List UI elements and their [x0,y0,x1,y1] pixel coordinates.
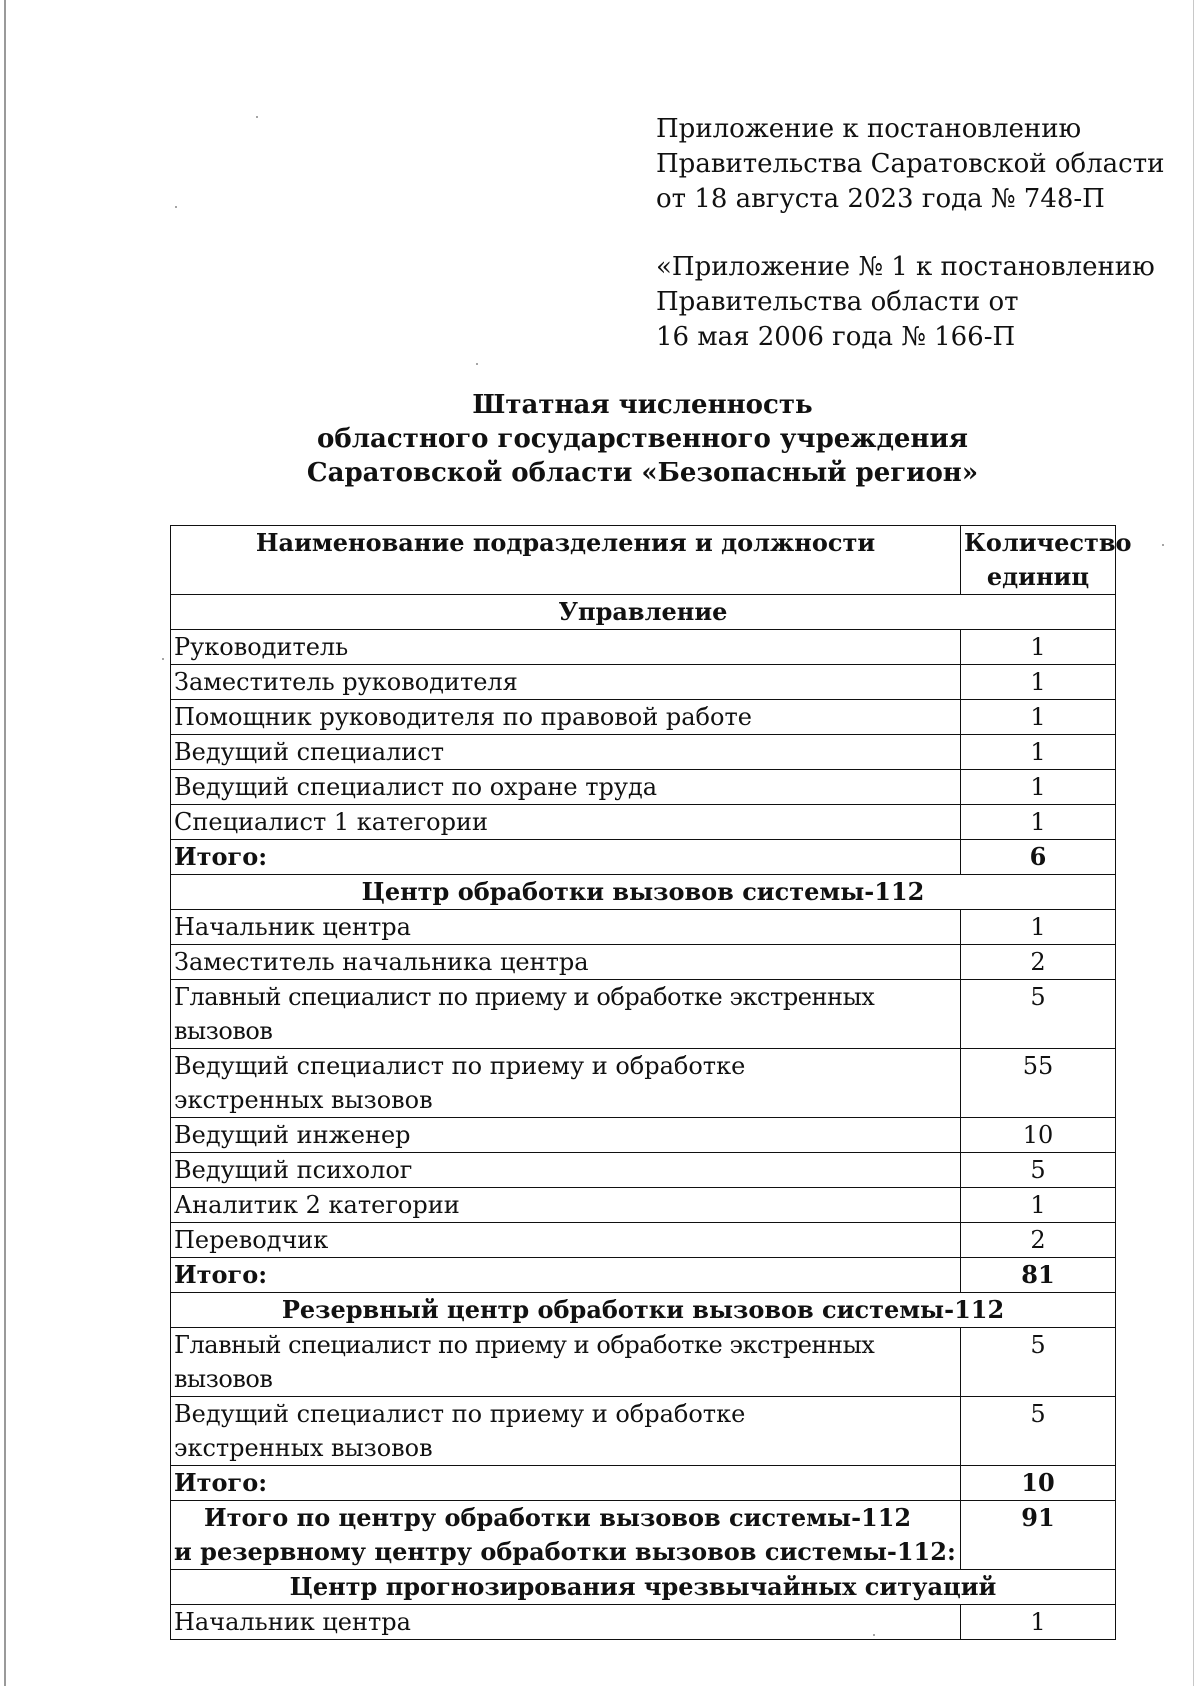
total-row [171,1258,1116,1293]
qty-cell: 5 [961,980,1116,1049]
table-row [171,910,1116,945]
table-row [171,1223,1116,1258]
total-value: 6 [961,840,1116,875]
position-cell: Переводчик [171,1223,961,1258]
title-line: Саратовской области «Безопасный регион» [306,458,979,488]
qty-cell: 1 [961,805,1116,840]
table-row [171,1049,1116,1118]
grand-total-row [171,1501,1116,1570]
qty-cell: 5 [961,1397,1116,1466]
column-header-name: Наименование подразделения и должности [171,526,961,595]
scan-speck [175,206,177,208]
total-row [171,1466,1116,1501]
title-line: Штатная численность [472,390,813,420]
qty-cell: 1 [961,1188,1116,1223]
qty-cell: 1 [961,735,1116,770]
qty-cell: 1 [961,910,1116,945]
qty-cell: 1 [961,630,1116,665]
table-header-row [171,526,1116,595]
section-title: Резервный центр обработки вызовов системы-112 [171,1293,1116,1328]
table-row [171,630,1116,665]
grand-total-label [171,1501,961,1570]
position-cell: Заместитель начальника центра [171,945,961,980]
table-row [171,980,1116,1049]
qty-cell: 1 [961,770,1116,805]
section-title: Управление [171,595,1116,630]
section-title: Центр обработки вызовов системы-112 [171,875,1116,910]
total-row [171,840,1116,875]
total-value: 81 [961,1258,1116,1293]
scan-edge-left [4,0,6,1686]
qty-cell: 2 [961,1223,1116,1258]
scan-speck [1162,544,1164,546]
position-cell: Начальник центра [171,910,961,945]
grand-total-line2: и резервному центру обработки вызовов системы-112: [174,1537,956,1566]
table-row [171,1605,1116,1640]
header-line: от 18 августа 2023 года № 748-П [656,184,1105,214]
scan-edge-right [1193,0,1194,1686]
table-row [171,1188,1116,1223]
position-cell: Ведущий специалист по охране труда [171,770,961,805]
table-row [171,1328,1116,1397]
document-title [170,388,1115,490]
qty-cell: 2 [961,945,1116,980]
qty-cell: 55 [961,1049,1116,1118]
section-row [171,1293,1116,1328]
table-row [171,945,1116,980]
position-cell: Руководитель [171,630,961,665]
total-label: Итого: [171,1466,961,1501]
position-cell: Главный специалист по приему и обработке экстренных вызовов [171,1328,961,1397]
qty-cell: 1 [961,1605,1116,1640]
position-cell: Специалист 1 категории [171,805,961,840]
header-line: 16 мая 2006 года № 166-П [656,322,1016,352]
scan-speck [256,116,258,118]
column-header-qty: Количество единиц [961,526,1116,595]
header-line: Приложение к постановлению [656,114,1082,144]
appendix-header [656,112,1164,355]
section-row [171,875,1116,910]
table-row [171,805,1116,840]
grand-total-line1: Итого по центру обработки вызовов системы-112 [204,1503,912,1532]
position-cell: Заместитель руководителя [171,665,961,700]
position-cell: Начальник центра [171,1605,961,1640]
header-line: Правительства области от [656,287,1019,317]
position-cell: Ведущий инженер [171,1118,961,1153]
qty-cell: 1 [961,700,1116,735]
position-cell: Ведущий специалист по приему и обработке экстренных вызовов [171,1049,961,1118]
header-line: «Приложение № 1 к постановлению [656,252,1155,282]
table-row [171,1118,1116,1153]
section-row [171,595,1116,630]
position-cell: Главный специалист по приему и обработке экстренных вызовов [171,980,961,1049]
table-row [171,1397,1116,1466]
table-row [171,665,1116,700]
qty-cell: 10 [961,1118,1116,1153]
staffing-table [170,525,1132,1640]
position-cell: Аналитик 2 категории [171,1188,961,1223]
position-cell: Ведущий психолог [171,1153,961,1188]
section-row [171,1570,1116,1605]
total-value: 10 [961,1466,1116,1501]
table-row [171,770,1116,805]
qty-cell: 5 [961,1153,1116,1188]
header-line: Правительства Саратовской области [656,149,1165,179]
scan-speck [476,363,478,365]
scan-speck [162,658,164,660]
total-label: Итого: [171,1258,961,1293]
position-cell: Помощник руководителя по правовой работе [171,700,961,735]
title-line: областного государственного учреждения [317,424,968,454]
qty-cell: 5 [961,1328,1116,1397]
qty-cell: 1 [961,665,1116,700]
grand-total-value: 91 [961,1501,1116,1570]
position-cell: Ведущий специалист по приему и обработке экстренных вызовов [171,1397,961,1466]
position-cell: Ведущий специалист [171,735,961,770]
table-row [171,735,1116,770]
table-row [171,1153,1116,1188]
total-label: Итого: [171,840,961,875]
section-title: Центр прогнозирования чрезвычайных ситуаций [171,1570,1116,1605]
table-row [171,700,1116,735]
